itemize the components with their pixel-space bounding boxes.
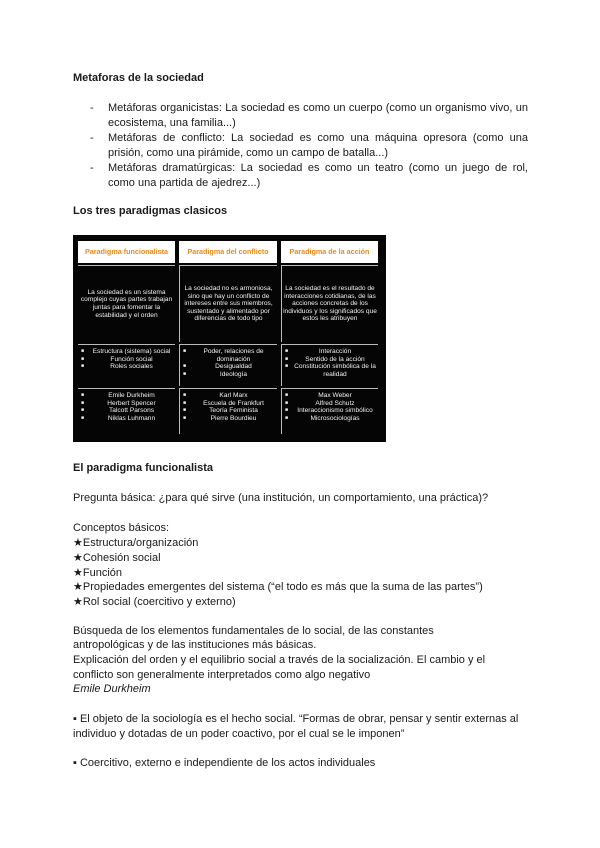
coercitivo-text: ▪ Coercitivo, externo e independiente de los actos individuales	[73, 757, 376, 769]
concepto-item: ★Cohesión social	[73, 552, 161, 564]
metaforas-list	[90, 101, 528, 191]
table-cell: ■ Emile Durkheim ■ Herbert Spencer ■ Talcott Parsons ■ Niklas Luhmann	[78, 388, 175, 434]
explicacion-line-2: conflicto son generalmente interpretados como algo negativo	[73, 669, 371, 681]
table-cell: ■ Poder, relaciones de dominación ■ Desigualdad ■ Ideología	[179, 344, 277, 386]
author-name: Emile Durkheim	[73, 683, 151, 695]
table-cell: La sociedad no es armoniosa, sino que hay un conflicto de intereses entre sus miembros, sustentado y alimentado por diferencias de todo tipo	[179, 265, 277, 342]
table-header: Paradigma de la acción	[281, 241, 378, 263]
objeto-line-2: individuo y dotadas de un poder coactivo, por el cual se le imponen”	[73, 728, 405, 740]
list-item: - Metáforas dramatúrgicas: La sociedad es como un teatro (como un juego de rol, como una partida de ajedrez...)	[90, 162, 528, 189]
concepto-item: ★Rol social (coercitivo y externo)	[73, 596, 236, 608]
table-cell: ■ Interacción ■ Sentido de la acción ■ Constitución simbólica de la realidad	[281, 344, 378, 386]
table-cell: ■ Estructura (sistema) social ■ Función social ■ Roles sociales	[78, 344, 175, 386]
busqueda-line-1: Búsqueda de los elementos fundamentales de lo social, de las constantes	[73, 625, 434, 637]
table-header: Paradigma funcionalista	[78, 241, 175, 263]
section-heading-funcionalista: El paradigma funcionalista	[73, 462, 213, 474]
pregunta-text: Pregunta básica: ¿para qué sirve (una institución, un comportamiento, una práctica)?	[73, 492, 489, 504]
table-cell: ■ Karl Marx ■ Escuela de Frankfurt ■ Teoría Feminista ■ Pierre Bourdieu	[179, 388, 277, 434]
table-header: Paradigma del conflicto	[179, 241, 277, 263]
table-cell: La sociedad es un sistema complejo cuyas partes trabajan juntas para fomentar la estabilidad y el orden	[78, 265, 175, 342]
concepto-item: ★Propiedades emergentes del sistema (“el todo es más que la suma de las partes”)	[73, 581, 483, 593]
paradigms-table-image	[73, 235, 386, 442]
table-cell: ■ Max Weber ■ Alfred Schutz ■ Interaccionismo simbólico ■ Microsociologías	[281, 388, 378, 434]
list-item: - Metáforas de conflicto: La sociedad es como una máquina opresora (como una prisión, como una pirámide, como un campo de batalla...)	[90, 132, 528, 159]
section-heading-paradigmas: Los tres paradigmas clasicos	[73, 205, 228, 217]
busqueda-line-2: antropológicas y de las instituciones más básicas.	[73, 639, 317, 651]
concepto-item: ★Función	[73, 567, 122, 579]
section-heading-metaforas: Metaforas de la sociedad	[73, 72, 204, 84]
explicacion-line-1: Explicación del orden y el equilibrio social a través de la socialización. El cambio y el	[73, 654, 486, 666]
list-item: - Metáforas organicistas: La sociedad es como un cuerpo (como un organismo vivo, un ecosistema, una familia...)	[90, 102, 528, 129]
conceptos-label: Conceptos básicos:	[73, 522, 169, 534]
objeto-line-1: ▪ El objeto de la sociología es el hecho social. “Formas de obrar, pensar y sentir externas al	[73, 713, 519, 725]
table-cell: La sociedad es el resultado de interacciones cotidianas, de las acciones concretas de los individuos y los significados que estos les atribuyen	[281, 265, 378, 342]
concepto-item: ★Estructura/organización	[73, 537, 199, 549]
